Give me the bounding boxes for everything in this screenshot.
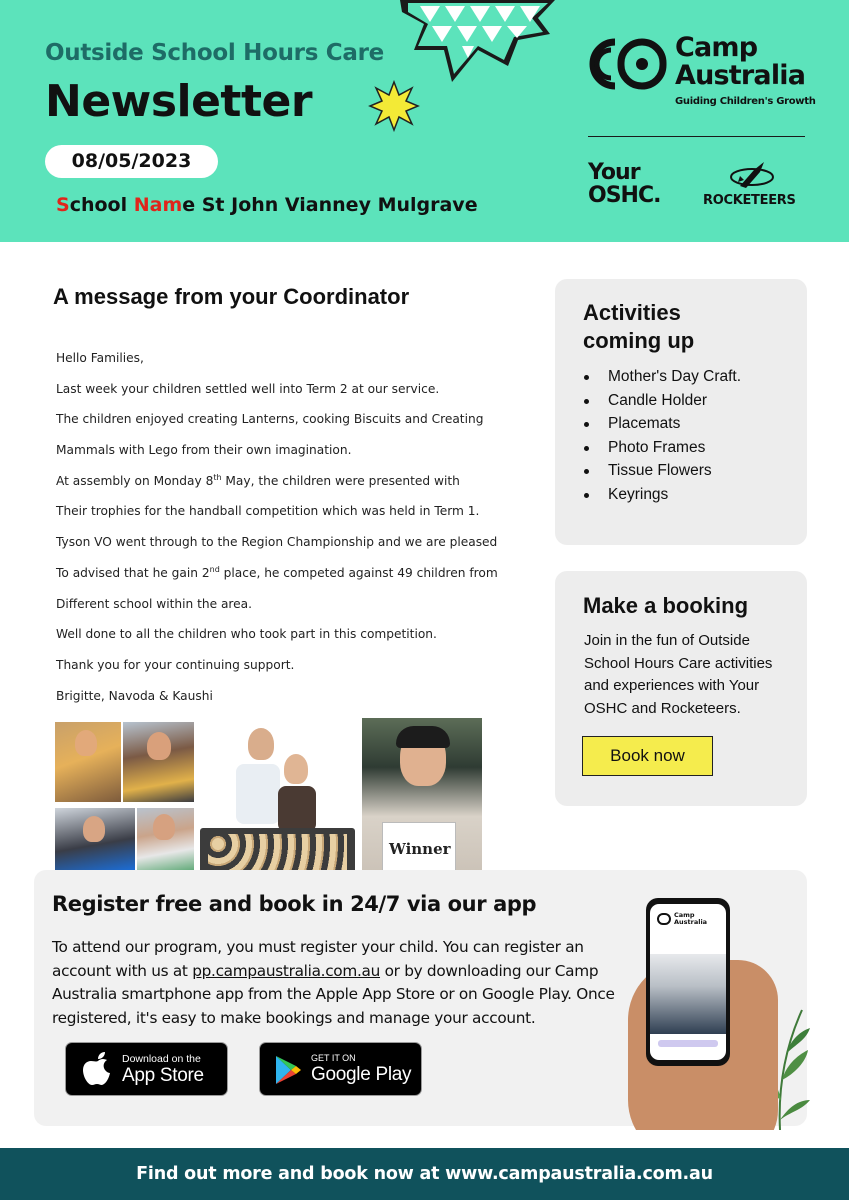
phone-app-logo-text: Camp Australia bbox=[674, 911, 708, 926]
newsletter-title: Newsletter bbox=[45, 76, 313, 127]
letter-line: Hello Families, bbox=[56, 351, 144, 365]
rocketeers-logo: ROCKETEERS bbox=[703, 193, 796, 208]
letter-line: The children enjoyed creating Lanterns, cooking Biscuits and Creating bbox=[56, 412, 484, 427]
logo-divider bbox=[588, 136, 805, 137]
booking-description: Join in the fun of Outside School Hours Care activities and experiences with Your OSHC and Rocketeers. bbox=[584, 632, 773, 717]
rocket-icon bbox=[730, 160, 776, 190]
letter-line: Their trophies for the handball competition which was held in Term 1. bbox=[56, 504, 480, 519]
list-item: Placemats bbox=[583, 412, 741, 436]
newsletter-subtitle: Outside School Hours Care bbox=[45, 40, 384, 66]
biscuit-tray bbox=[200, 828, 355, 876]
letter-line: Different school within the area. bbox=[56, 596, 252, 611]
phone-register-button bbox=[658, 1040, 718, 1047]
coordinator-heading: A message from your Coordinator bbox=[53, 284, 410, 309]
letter-line: Tyson VO went through to the Region Championship and we are pleased bbox=[56, 535, 498, 550]
list-item: Mother's Day Craft. bbox=[583, 365, 741, 389]
header-banner bbox=[0, 0, 849, 242]
book-now-button[interactable]: Book now bbox=[582, 736, 713, 776]
activities-title: Activities coming up bbox=[583, 300, 695, 353]
list-item: Keyrings bbox=[583, 483, 741, 507]
letter-line: Well done to all the children who took part in this competition. bbox=[56, 627, 437, 642]
camp-australia-logo bbox=[585, 32, 816, 114]
school-name: School Name St John Vianney Mulgrave bbox=[56, 194, 478, 216]
register-description: To attend our program, you must register your child. You can register an account with us at pp.campaustralia.com.au or by downloading our Camp Australia smartphone app from the Apple App Store or on Google Play. Once registered, it's easy to make bookings and manage your account. bbox=[52, 938, 615, 1027]
activities-card bbox=[555, 279, 807, 545]
footer-banner: Find out more and book now at www.campaustralia.com.au bbox=[0, 1148, 849, 1200]
google-play-icon bbox=[274, 1055, 302, 1085]
camp-australia-mark-icon bbox=[585, 36, 669, 92]
phone-mockup bbox=[646, 898, 730, 1066]
logo-wordmark: Camp Australia bbox=[675, 32, 806, 91]
activities-list bbox=[583, 365, 741, 507]
app-phone-illustration bbox=[620, 890, 810, 1130]
starburst-icon bbox=[368, 80, 420, 132]
triangle-pennant-icon bbox=[400, 0, 555, 85]
booking-title: Make a booking bbox=[583, 593, 749, 618]
app-logo-icon bbox=[657, 913, 671, 925]
apple-icon bbox=[82, 1052, 114, 1088]
letter-line: Last week your children settled well into Term 2 at our service. bbox=[56, 381, 440, 396]
register-title: Register free and book in 24/7 via our app bbox=[52, 892, 537, 916]
photo-lantern-craft bbox=[55, 722, 121, 802]
your-oshc-logo: Your OSHC. bbox=[588, 160, 661, 208]
google-play-button[interactable]: GET IT ON Google Play bbox=[259, 1042, 422, 1096]
registration-link[interactable]: pp.campaustralia.com.au bbox=[192, 961, 381, 980]
logo-tagline: Guiding Children's Growth bbox=[675, 96, 816, 107]
list-item: Candle Holder bbox=[583, 389, 741, 413]
letter-line: At assembly on Monday 8th May, the children were presented with bbox=[56, 472, 460, 488]
date-badge: 08/05/2023 bbox=[45, 145, 218, 178]
photo-child-with-jar bbox=[123, 722, 194, 802]
letter-line: Brigitte, Navoda & Kaushi bbox=[56, 688, 213, 703]
phone-app-photo bbox=[650, 954, 726, 1034]
letter-line: Thank you for your continuing support. bbox=[56, 657, 295, 672]
letter-line: To advised that he gain 2nd place, he competed against 49 children from bbox=[56, 564, 498, 580]
coordinator-letter bbox=[56, 343, 526, 711]
booking-card bbox=[555, 571, 807, 806]
list-item: Tissue Flowers bbox=[583, 459, 741, 483]
app-store-button[interactable]: Download on the App Store bbox=[65, 1042, 228, 1096]
phone-screen bbox=[650, 904, 726, 1060]
winner-certificate-text: Winner bbox=[389, 840, 451, 858]
letter-line: Mammals with Lego from their own imagination. bbox=[56, 443, 352, 458]
activity-photo-collage bbox=[55, 718, 505, 882]
list-item: Photo Frames bbox=[583, 436, 741, 460]
